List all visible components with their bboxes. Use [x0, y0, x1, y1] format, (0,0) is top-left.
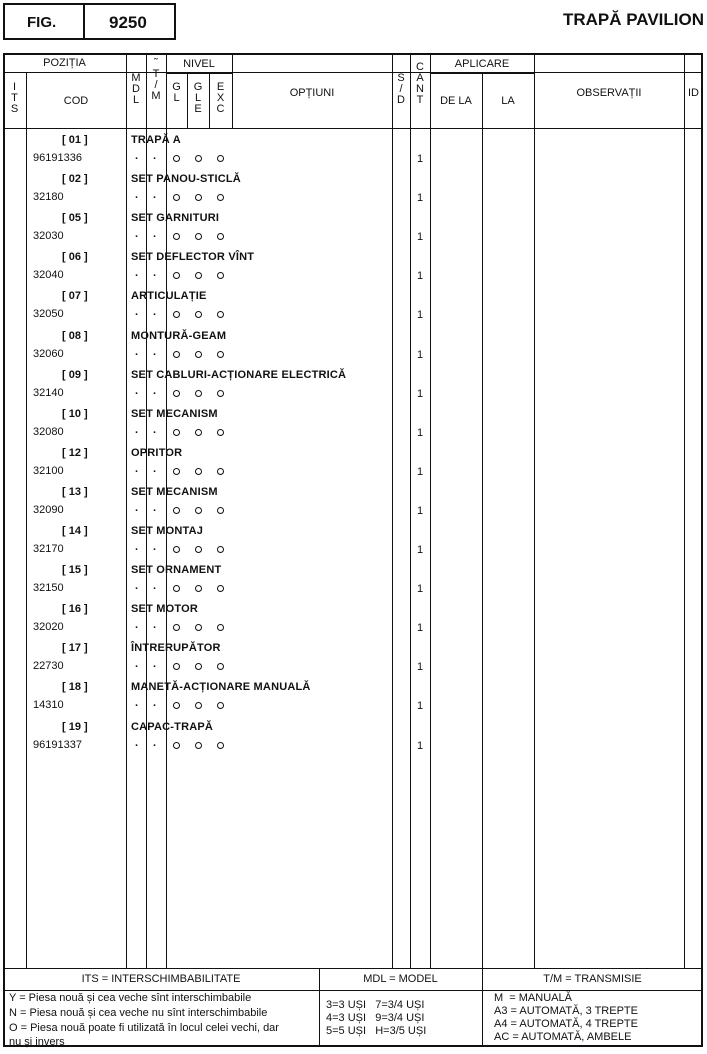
- item-quantity: 1: [417, 192, 424, 204]
- item-code: 32100: [33, 465, 64, 477]
- item-position: [ 17 ]: [62, 642, 88, 654]
- col-sd: S / D: [397, 72, 405, 106]
- item-quantity: 1: [417, 466, 424, 478]
- item-position: [ 07 ]: [62, 290, 88, 302]
- item-name: SET MOTOR: [131, 603, 198, 615]
- item-name: ARTICULAȚIE: [131, 290, 207, 302]
- mdl-mark: .: [135, 385, 139, 397]
- item-name: TRAPĂ A: [131, 134, 181, 146]
- col-id: ID: [688, 87, 699, 99]
- mdl-mark: .: [135, 697, 139, 709]
- item-position: [ 13 ]: [62, 486, 88, 498]
- fig-number-box: [83, 3, 176, 40]
- item-code: 96191337: [33, 739, 82, 751]
- col-observatii: OBSERVAȚII: [576, 87, 642, 99]
- fig-label-box: [3, 3, 85, 40]
- legend-its-line-2: N = Piesa nouă și cea veche nu sînt interschimbabile: [9, 1007, 268, 1019]
- gl-circle: [173, 585, 180, 592]
- col-tm: ˜ T / M: [151, 57, 161, 102]
- exc-circle: [217, 585, 224, 592]
- tm-mark: .: [153, 619, 157, 631]
- gle-circle: [195, 272, 202, 279]
- fig-label: FIG.: [27, 14, 57, 31]
- col-cod: COD: [63, 95, 89, 107]
- tm-mark: .: [153, 463, 157, 475]
- exc-circle: [217, 233, 224, 240]
- item-quantity: 1: [417, 388, 424, 400]
- exc-circle: [217, 311, 224, 318]
- exc-circle: [217, 194, 224, 201]
- mdl-mark: .: [135, 463, 139, 475]
- gl-circle: [173, 311, 180, 318]
- exc-circle: [217, 702, 224, 709]
- col-exc: E X C: [216, 81, 225, 115]
- tm-mark: .: [153, 189, 157, 201]
- gle-circle: [195, 311, 202, 318]
- tm-mark: .: [153, 737, 157, 749]
- item-code: 32030: [33, 230, 64, 242]
- tm-mark: .: [153, 306, 157, 318]
- item-position: [ 08 ]: [62, 330, 88, 342]
- gle-circle: [195, 507, 202, 514]
- item-code: 32040: [33, 269, 64, 281]
- item-code: 32060: [33, 348, 64, 360]
- legend-tm-line-4: AC = AUTOMATĂ, AMBELE: [494, 1031, 632, 1043]
- gle-circle: [195, 468, 202, 475]
- gle-circle: [195, 585, 202, 592]
- col-la: LA: [501, 95, 515, 107]
- col-gle: G L E: [193, 81, 203, 115]
- gle-circle: [195, 742, 202, 749]
- item-name: SET DEFLECTOR VÎNT: [131, 251, 255, 263]
- item-quantity: 1: [417, 505, 424, 517]
- col-de-la: DE LA: [440, 95, 472, 107]
- col-nivel: NIVEL: [183, 58, 215, 70]
- exc-circle: [217, 546, 224, 553]
- mdl-mark: .: [135, 580, 139, 592]
- gl-circle: [173, 233, 180, 240]
- item-name: SET ORNAMENT: [131, 564, 222, 576]
- item-code: 32080: [33, 426, 64, 438]
- legend-tm-line-1: M = MANUALĂ: [494, 992, 572, 1004]
- gl-circle: [173, 155, 180, 162]
- item-position: [ 02 ]: [62, 173, 88, 185]
- item-position: [ 16 ]: [62, 603, 88, 615]
- gle-circle: [195, 390, 202, 397]
- item-name: SET MECANISM: [131, 486, 218, 498]
- item-quantity: 1: [417, 740, 424, 752]
- gl-circle: [173, 194, 180, 201]
- tm-mark: .: [153, 580, 157, 592]
- gle-circle: [195, 663, 202, 670]
- item-position: [ 05 ]: [62, 212, 88, 224]
- col-aplicare: APLICARE: [454, 58, 510, 70]
- item-position: [ 06 ]: [62, 251, 88, 263]
- gl-circle: [173, 742, 180, 749]
- mdl-mark: .: [135, 150, 139, 162]
- tm-mark: .: [153, 150, 157, 162]
- item-position: [ 01 ]: [62, 134, 88, 146]
- mdl-mark: .: [135, 502, 139, 514]
- item-name: SET CABLURI-ACȚIONARE ELECTRICĂ: [131, 369, 347, 381]
- mdl-mark: .: [135, 267, 139, 279]
- item-code: 14310: [33, 699, 64, 711]
- item-code: 32140: [33, 387, 64, 399]
- item-code: 32170: [33, 543, 64, 555]
- item-name: SET MECANISM: [131, 408, 218, 420]
- item-position: [ 19 ]: [62, 721, 88, 733]
- mdl-mark: .: [135, 619, 139, 631]
- item-quantity: 1: [417, 544, 424, 556]
- col-mdl: M D L: [131, 72, 141, 106]
- item-name: CAPAC-TRAPĂ: [131, 721, 214, 733]
- gle-circle: [195, 155, 202, 162]
- gl-circle: [173, 663, 180, 670]
- mdl-mark: .: [135, 658, 139, 670]
- item-quantity: 1: [417, 349, 424, 361]
- tm-mark: .: [153, 697, 157, 709]
- legend-its-line-4: nu și invers: [9, 1036, 65, 1048]
- mdl-mark: .: [135, 306, 139, 318]
- item-position: [ 10 ]: [62, 408, 88, 420]
- legend-mdl-line-3: 5=5 UȘI H=3/5 UȘI: [326, 1025, 427, 1037]
- col-optiuni: OPȚIUNI: [289, 87, 335, 99]
- mdl-mark: .: [135, 541, 139, 553]
- item-code: 22730: [33, 660, 64, 672]
- item-name: SET PANOU-STICLĂ: [131, 173, 241, 185]
- gl-circle: [173, 429, 180, 436]
- page-title: TRAPĂ PAVILION: [562, 10, 704, 29]
- gle-circle: [195, 194, 202, 201]
- item-position: [ 14 ]: [62, 525, 88, 537]
- col-gl: G L: [172, 81, 181, 104]
- legend-tm-title: T/M = TRANSMISIE: [543, 973, 642, 985]
- tm-mark: .: [153, 228, 157, 240]
- gl-circle: [173, 390, 180, 397]
- item-code: 32180: [33, 191, 64, 203]
- item-position: [ 15 ]: [62, 564, 88, 576]
- item-quantity: 1: [417, 427, 424, 439]
- gle-circle: [195, 233, 202, 240]
- item-quantity: 1: [417, 270, 424, 282]
- exc-circle: [217, 468, 224, 475]
- tm-mark: .: [153, 658, 157, 670]
- item-quantity: 1: [417, 622, 424, 634]
- gl-circle: [173, 546, 180, 553]
- item-quantity: 1: [417, 583, 424, 595]
- item-code: 32150: [33, 582, 64, 594]
- exc-circle: [217, 507, 224, 514]
- mdl-mark: .: [135, 346, 139, 358]
- exc-circle: [217, 390, 224, 397]
- gl-circle: [173, 624, 180, 631]
- tm-mark: .: [153, 267, 157, 279]
- mdl-mark: .: [135, 228, 139, 240]
- gle-circle: [195, 351, 202, 358]
- item-name: MONTURĂ-GEAM: [131, 330, 227, 342]
- legend-tm-line-2: A3 = AUTOMATĂ, 3 TREPTE: [494, 1005, 638, 1017]
- tm-mark: .: [153, 424, 157, 436]
- legend-mdl-title: MDL = MODEL: [363, 973, 438, 985]
- item-quantity: 1: [417, 661, 424, 673]
- gl-circle: [173, 272, 180, 279]
- item-quantity: 1: [417, 700, 424, 712]
- parts-table: [3, 53, 703, 1047]
- exc-circle: [217, 429, 224, 436]
- item-name: OPRITOR: [131, 447, 183, 459]
- item-quantity: 1: [417, 309, 424, 321]
- exc-circle: [217, 742, 224, 749]
- item-name: SET MONTAJ: [131, 525, 204, 537]
- exc-circle: [217, 155, 224, 162]
- item-name: MANETĂ-ACȚIONARE MANUALĂ: [131, 681, 311, 693]
- legend-its-line-3: O = Piesa nouă poate fi utilizată în locul celei vechi, dar: [9, 1022, 279, 1034]
- item-position: [ 12 ]: [62, 447, 88, 459]
- exc-circle: [217, 351, 224, 358]
- tm-mark: .: [153, 346, 157, 358]
- legend-mdl-line-2: 4=3 UȘI 9=3/4 UȘI: [326, 1012, 425, 1024]
- gle-circle: [195, 546, 202, 553]
- col-its: I T S: [10, 81, 19, 115]
- tm-mark: .: [153, 502, 157, 514]
- exc-circle: [217, 624, 224, 631]
- gle-circle: [195, 624, 202, 631]
- legend-its-line-1: Y = Piesa nouă și cea veche sînt interschimbabile: [9, 992, 252, 1004]
- gl-circle: [173, 351, 180, 358]
- item-quantity: 1: [417, 231, 424, 243]
- item-name: SET GARNITURI: [131, 212, 220, 224]
- gl-circle: [173, 507, 180, 514]
- legend-tm-line-3: A4 = AUTOMATĂ, 4 TREPTE: [494, 1018, 638, 1030]
- item-code: 32090: [33, 504, 64, 516]
- item-code: 32020: [33, 621, 64, 633]
- item-position: [ 09 ]: [62, 369, 88, 381]
- exc-circle: [217, 663, 224, 670]
- fig-number: 9250: [109, 13, 147, 32]
- mdl-mark: .: [135, 189, 139, 201]
- item-quantity: 1: [417, 153, 424, 165]
- tm-mark: .: [153, 385, 157, 397]
- mdl-mark: .: [135, 737, 139, 749]
- item-code: 32050: [33, 308, 64, 320]
- col-cant: C A N T: [416, 61, 424, 106]
- exc-circle: [217, 272, 224, 279]
- legend-mdl-line-1: 3=3 UȘI 7=3/4 UȘI: [326, 999, 425, 1011]
- gl-circle: [173, 702, 180, 709]
- item-name: ÎNTRERUPĂTOR: [131, 642, 221, 654]
- gle-circle: [195, 429, 202, 436]
- tm-mark: .: [153, 541, 157, 553]
- mdl-mark: .: [135, 424, 139, 436]
- gl-circle: [173, 468, 180, 475]
- legend-its-title: ITS = INTERSCHIMBABILITATE: [81, 973, 241, 985]
- item-code: 96191336: [33, 152, 82, 164]
- gle-circle: [195, 702, 202, 709]
- item-position: [ 18 ]: [62, 681, 88, 693]
- col-pozitia: POZIȚIA: [43, 57, 86, 69]
